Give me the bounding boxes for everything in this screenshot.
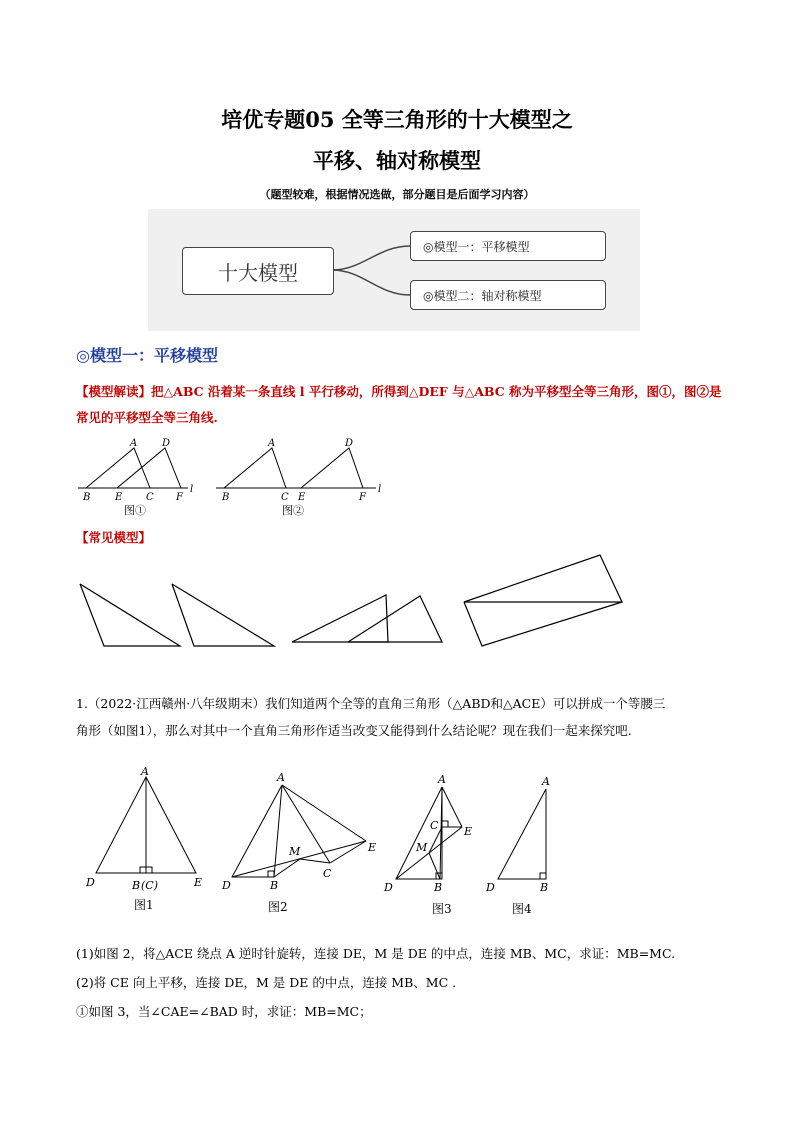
p1f3-label-e: E xyxy=(464,825,473,838)
p1f1-label-b: B xyxy=(132,879,141,892)
fig2-label-e: E xyxy=(298,492,306,503)
page-title-line2: 平移、轴对称模型 xyxy=(313,148,481,173)
mindmap-leaf-symmetry: ◎模型二：轴对称模型 xyxy=(410,280,606,310)
common-model-3a xyxy=(464,555,622,602)
common-model-2b xyxy=(348,596,442,642)
problem1-figure-1 xyxy=(96,777,196,873)
p1f1-label-e: E xyxy=(194,876,203,889)
p1f1-label-c: (C) xyxy=(141,879,158,892)
problem1-figures xyxy=(80,765,560,925)
problem1-line1: 1.（2022·江西赣州·八年级期末）我们知道两个全等的直角三角形（△ABD和△ACE）可以拼成一个等腰三 xyxy=(76,696,666,711)
fig2-label-c: C xyxy=(281,492,289,503)
explain-tag: 【模型解读】 xyxy=(76,384,152,399)
problem1-figure-3 xyxy=(396,787,462,879)
common-models-figures xyxy=(70,550,630,654)
common-model-1b xyxy=(172,584,274,646)
common-models-tag: 【常见模型】 xyxy=(76,530,152,545)
fig1-label-e: E xyxy=(115,492,123,503)
mindmap-root: 十大模型 xyxy=(182,247,334,295)
p1f3-caption: 图3 xyxy=(432,902,452,916)
p1f3-label-m: M xyxy=(416,841,428,854)
fig1-caption: 图① xyxy=(124,504,146,517)
fig2-label-l: l xyxy=(378,484,382,495)
p1f2-label-m: M xyxy=(289,845,301,858)
fig2-label-f: F xyxy=(359,492,366,503)
problem1-figure-2 xyxy=(232,785,366,877)
mindmap-diagram xyxy=(148,209,640,331)
p1f4-label-b: B xyxy=(540,881,549,894)
fig1-label-f: F xyxy=(176,492,183,503)
figure-2 xyxy=(216,448,376,488)
section-title-translation: ◎模型一：平移模型 xyxy=(76,346,218,365)
common-model-1a xyxy=(80,584,180,646)
p1f3-label-d: D xyxy=(384,881,393,894)
fig2-label-b: B xyxy=(222,492,230,503)
page-subnote: （题型较难，根据情况选做，部分题目是后面学习内容） xyxy=(259,188,535,201)
p1f4-caption: 图4 xyxy=(512,902,532,916)
problem1-figure-4 xyxy=(498,789,546,879)
figure-1 xyxy=(78,448,188,488)
model-explanation xyxy=(76,379,724,431)
p1f2-caption: 图2 xyxy=(268,900,288,914)
p1f2-label-d: D xyxy=(222,879,231,892)
mindmap-leaf-translation: ◎模型一：平移模型 xyxy=(410,231,606,261)
p1f1-label-d: D xyxy=(86,876,95,889)
problem1-line2: 角形（如图1），那么对其中一个直角三角形作适当改变又能得到什么结论呢？现在我们一起来探究吧. xyxy=(76,723,632,738)
fig1-label-b: B xyxy=(83,492,91,503)
translation-figures xyxy=(76,434,396,520)
problem1-questions xyxy=(76,941,724,1025)
page-title-line1: 培优专题05 全等三角形的十大模型之 xyxy=(221,107,573,132)
fig2-caption: 图② xyxy=(282,504,304,517)
fig1-label-l: l xyxy=(190,484,194,495)
common-model-3b xyxy=(464,602,622,646)
p1f1-label-a: A xyxy=(141,765,149,778)
p1f3-label-a: A xyxy=(438,773,446,786)
p1f4-label-a: A xyxy=(542,775,550,788)
p1f2-label-c: C xyxy=(323,867,332,880)
explain-text: 把△ABC 沿着某一条直线 l 平行移动，所得到△DEF 与△ABC 称为平移型全等三角形，图①，图②是常见的平移型全等三角线. xyxy=(76,384,722,425)
fig2-label-d: D xyxy=(345,438,354,449)
p1f3-label-c: C xyxy=(430,819,439,832)
question-2-1: ①如图 3，当∠CAE=∠BAD 时，求证：MB=MC； xyxy=(76,1004,372,1019)
question-2: (2)将 CE 向上平移，连接 DE，M 是 DE 的中点，连接 MB、MC . xyxy=(76,975,457,990)
fig1-label-d: D xyxy=(162,438,171,449)
fig1-label-a: A xyxy=(130,438,138,449)
fig2-label-a: A xyxy=(268,438,276,449)
p1f4-label-d: D xyxy=(486,881,495,894)
p1f2-label-e: E xyxy=(368,841,377,854)
problem1-statement xyxy=(76,690,724,744)
common-model-2a xyxy=(292,595,388,642)
p1f3-label-b: B xyxy=(434,881,443,894)
p1f2-label-b: B xyxy=(270,879,279,892)
question-1: (1)如图 2，将△ACE 绕点 A 逆时针旋转，连接 DE，M 是 DE 的中点，连接 MB、MC，求证：MB=MC. xyxy=(76,946,676,961)
p1f2-label-a: A xyxy=(277,771,285,784)
fig1-label-c: C xyxy=(146,492,154,503)
p1f1-caption: 图1 xyxy=(134,898,154,912)
